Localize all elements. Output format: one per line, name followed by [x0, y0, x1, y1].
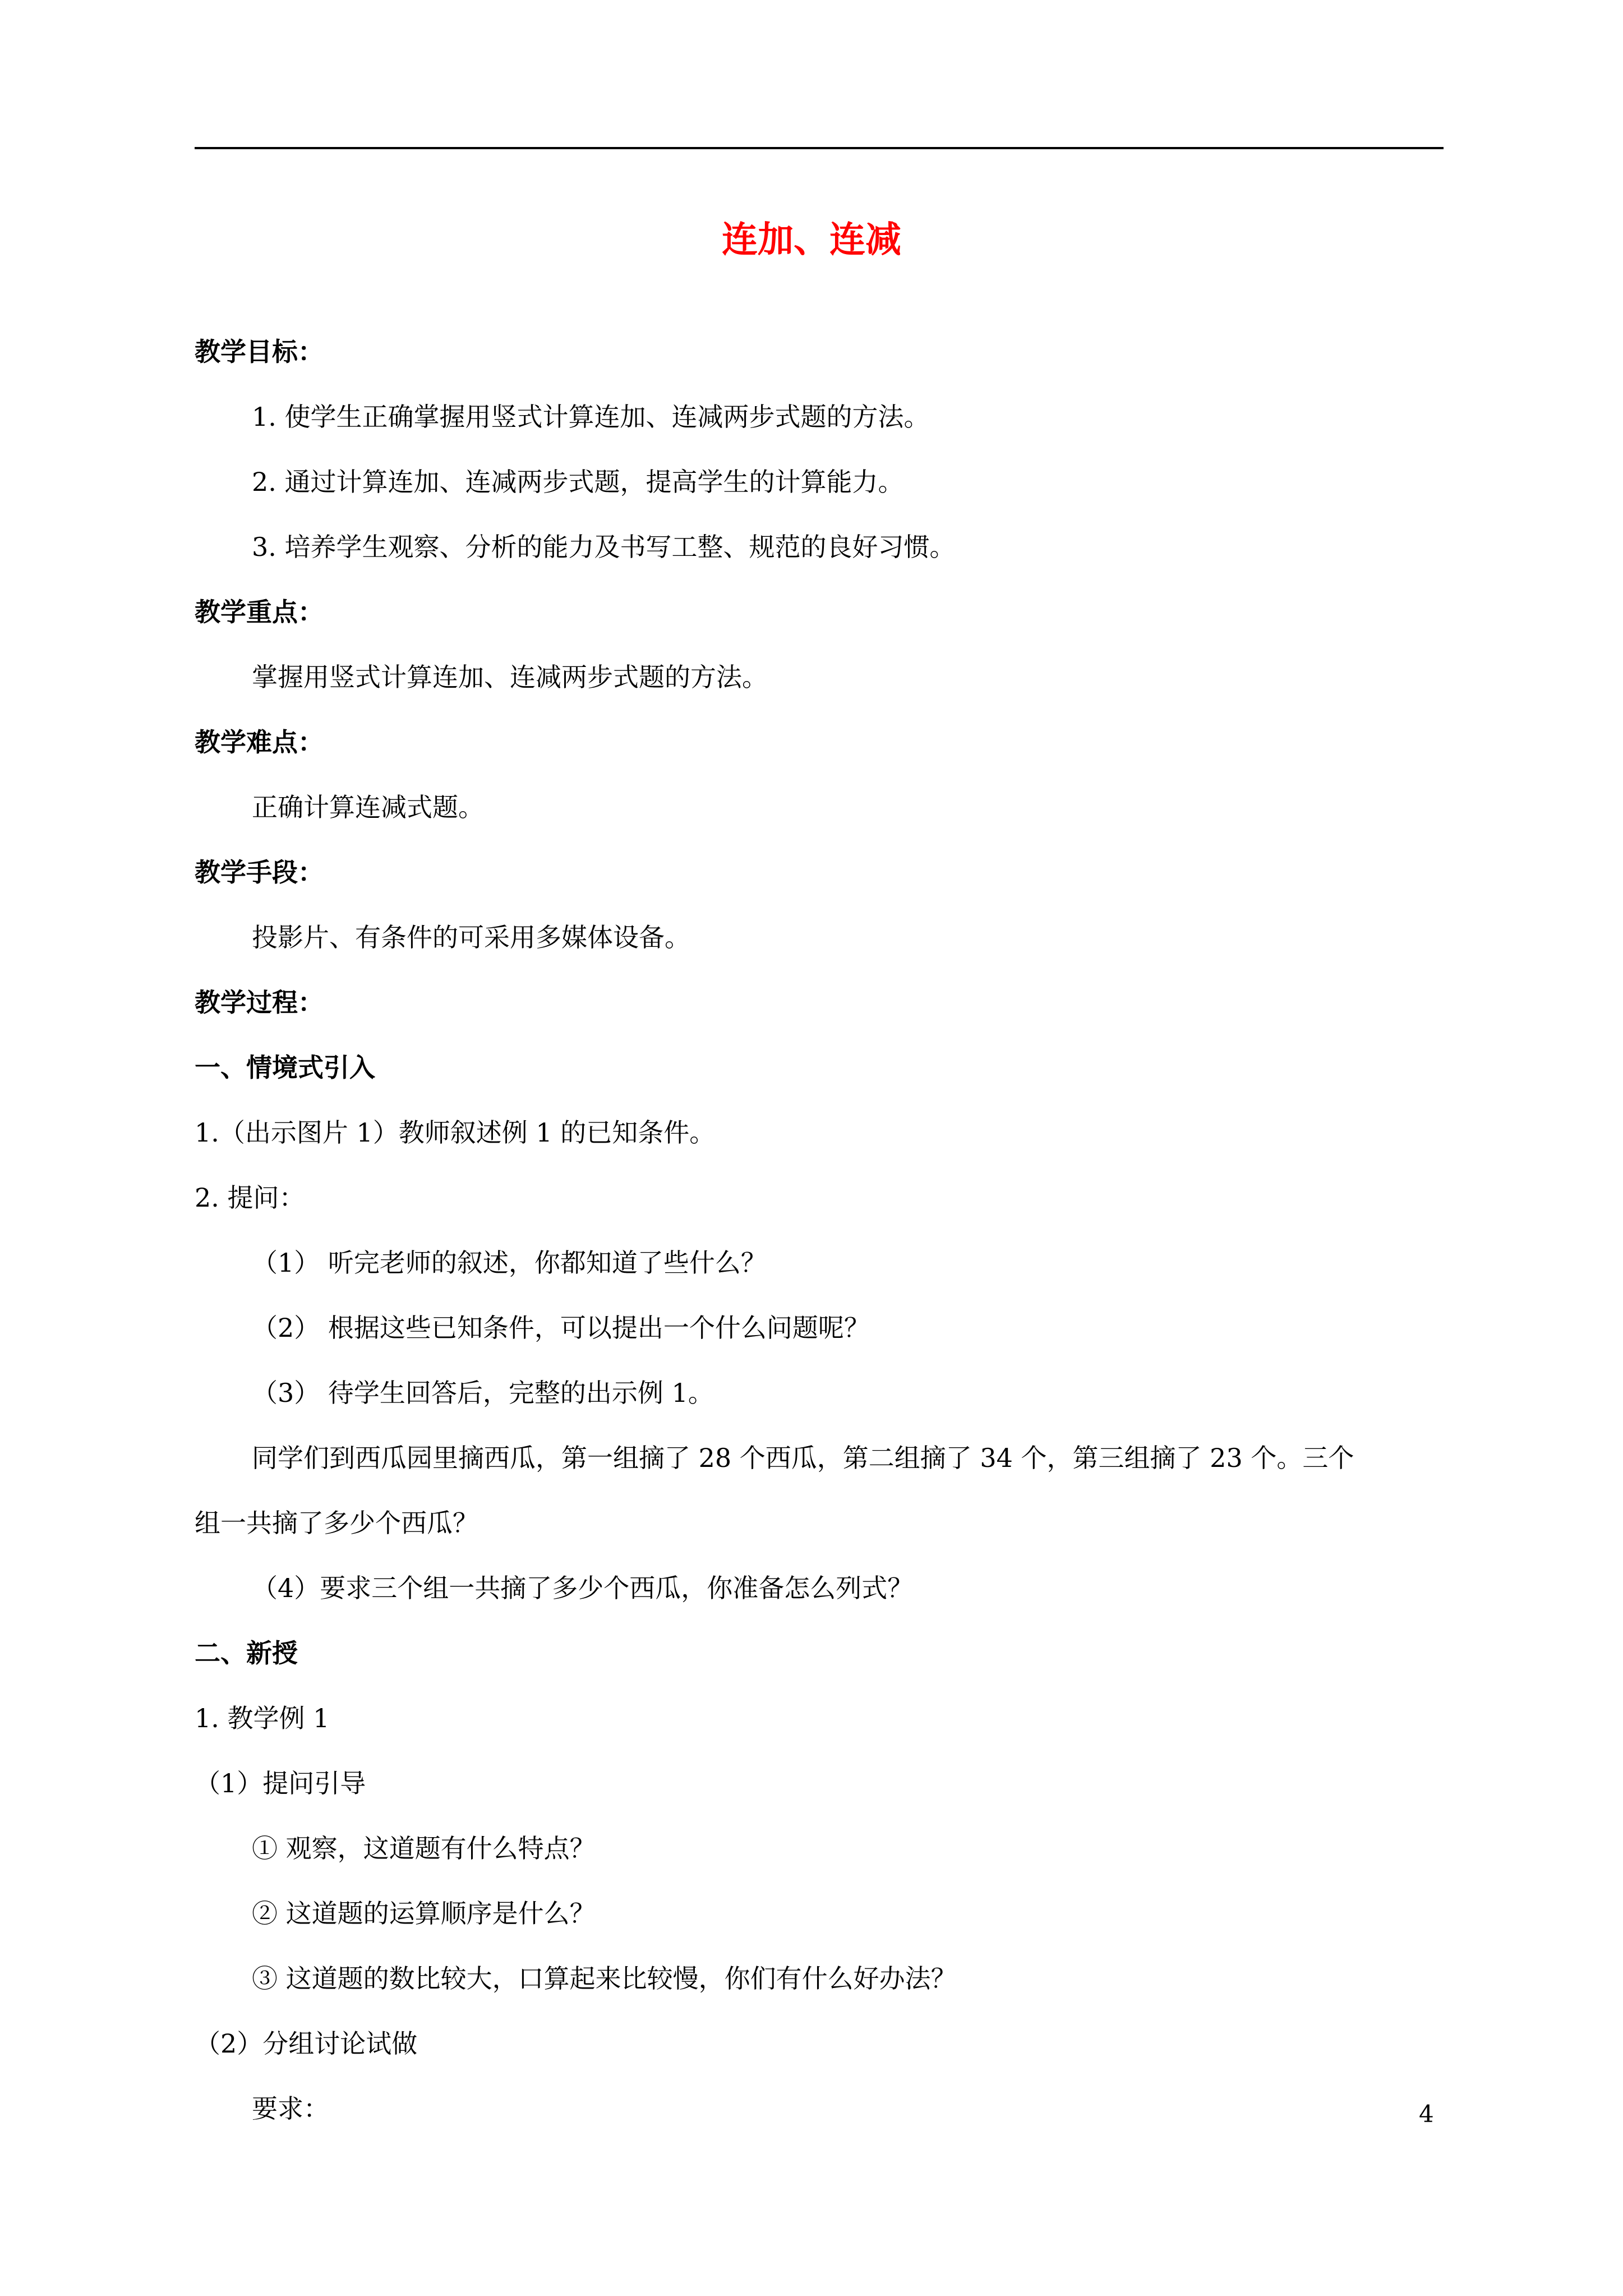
objective-item-1: 1. 使学生正确掌握用竖式计算连加、连减两步式题的方法。 [252, 402, 930, 432]
new-lesson-step-1: 1. 教学例 1 [195, 1703, 330, 1733]
section-heading-process: 教学过程： [195, 987, 324, 1018]
question-4: （4）要求三个组一共摘了多少个西瓜，你准备怎么列式？ [252, 1573, 914, 1603]
document-title: 连加、连减 [722, 219, 901, 261]
header-rule [195, 147, 1444, 149]
objective-item-3: 3. 培养学生观察、分析的能力及书写工整、规范的良好习惯。 [252, 532, 956, 562]
example-problem-line-1: 同学们到西瓜园里摘西瓜，第一组摘了 28 个西瓜，第二组摘了 34 个，第三组摘了 23 个。三个 [252, 1443, 1354, 1473]
intro-step-1: 1.（出示图片 1）教师叙述例 1 的已知条件。 [195, 1117, 716, 1148]
part-heading-intro: 一、情境式引入 [195, 1052, 375, 1083]
question-2: （2） 根据这些已知条件，可以提出一个什么问题呢？ [252, 1313, 870, 1343]
guidance-item-2: ② 这道题的运算顺序是什么？ [252, 1898, 596, 1929]
section-heading-objectives: 教学目标： [195, 337, 324, 367]
key-points-text: 掌握用竖式计算连加、连减两步式题的方法。 [252, 662, 768, 692]
difficulties-text: 正确计算连减式题。 [252, 792, 484, 822]
guidance-item-3: ③ 这道题的数比较大，口算起来比较慢，你们有什么好办法？ [252, 1963, 957, 1994]
section-heading-key-points: 教学重点： [195, 597, 324, 627]
means-text: 投影片、有条件的可采用多媒体设备。 [252, 922, 690, 953]
requirements-label: 要求： [252, 2093, 329, 2124]
example-problem-line-2: 组一共摘了多少个西瓜？ [195, 1508, 478, 1538]
section-heading-difficulties: 教学难点： [195, 727, 324, 757]
guidance-item-1: ① 观察，这道题有什么特点？ [252, 1833, 596, 1864]
question-3: （3） 待学生回答后，完整的出示例 1。 [252, 1378, 714, 1408]
objective-item-2: 2. 通过计算连加、连减两步式题，提高学生的计算能力。 [252, 467, 904, 497]
sub-step-group-discussion: （2）分组讨论试做 [195, 2028, 418, 2059]
intro-step-2: 2. 提问： [195, 1182, 305, 1213]
page-number: 4 [1419, 2100, 1434, 2128]
section-heading-means: 教学手段： [195, 857, 324, 887]
question-1: （1） 听完老师的叙述，你都知道了些什么？ [252, 1248, 767, 1278]
part-heading-new-lesson: 二、新授 [195, 1638, 298, 1668]
sub-step-guidance: （1）提问引导 [195, 1768, 366, 1798]
